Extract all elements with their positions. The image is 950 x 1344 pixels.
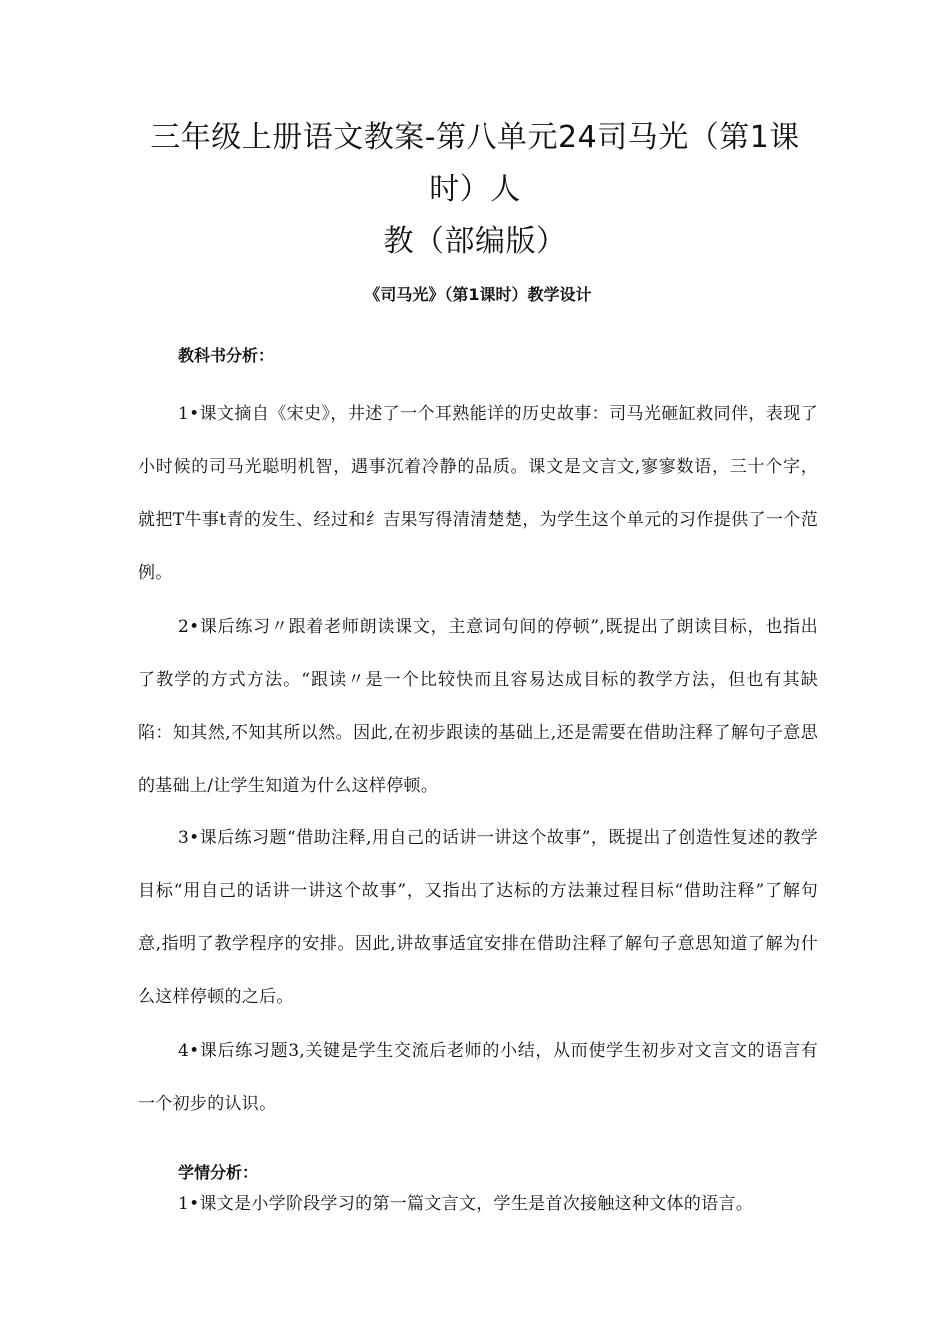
section-heading-textbook-analysis: 教科书分析： [178,346,275,365]
document-subtitle: 《司马光》（第1课时）教学设计 [364,285,592,304]
document-title [120,112,830,268]
title-line-3: 教（部编版） [383,224,567,259]
paragraph-textbook-4: 4•课后练习题3,关键是学生交流后老师的小结，从而使学生初步对文言文的语言有一个初步的认识。 [138,1041,818,1114]
paragraph-student-1: 1•课文是小学阶段学习的第一篇文言文，学生是首次接触这种文体的语言。 [178,1194,754,1214]
paragraph-textbook-1: 1•课文摘自《宋史》，井述了一个耳熟能详的历史故事：司马光砸缸救同伴，表现了小时候的司马光聪明机智，遇事沉着冷静的品质。课文是文言文,寥寥数语，三十个字，就把T牛事t青的发生、经过和纟吉果写得清清楚楚，为学生这个单元的习作提供了一个范例。 [138,404,818,583]
paragraph-textbook-2: 2•课后练习〃跟着老师朗读课文，主意词句间的停顿”,既提出了朗读目标，也指出了教学的方式方法。“跟读〃是一个比较快而且容易达成目标的教学方法，但也有其缺陷：知其然,不知其所以然。因此,在初步跟读的基础上,还是需要在借助注释了解句子意思的基础上/让学生知道为什么这样停顿。 [138,617,818,796]
paragraph-textbook-3: 3•课后练习题“借助注释,用自己的话讲一讲这个故事”，既提出了创造性复述的教学目标“用自己的话讲一讲这个故事”，又指出了达标的方法兼过程目标“借助注释”了解句意,指明了教学程序的安排。因此,讲故事适宜安排在借助注释了解句子意思知道了解为什么这样停顿的之后。 [138,828,818,1007]
title-line-2: 时）人 [429,172,521,207]
section-heading-student-analysis: 学情分析： [178,1163,259,1182]
title-line-1: 三年级上册语文教案-第八单元24司马光（第1课 [150,120,800,155]
